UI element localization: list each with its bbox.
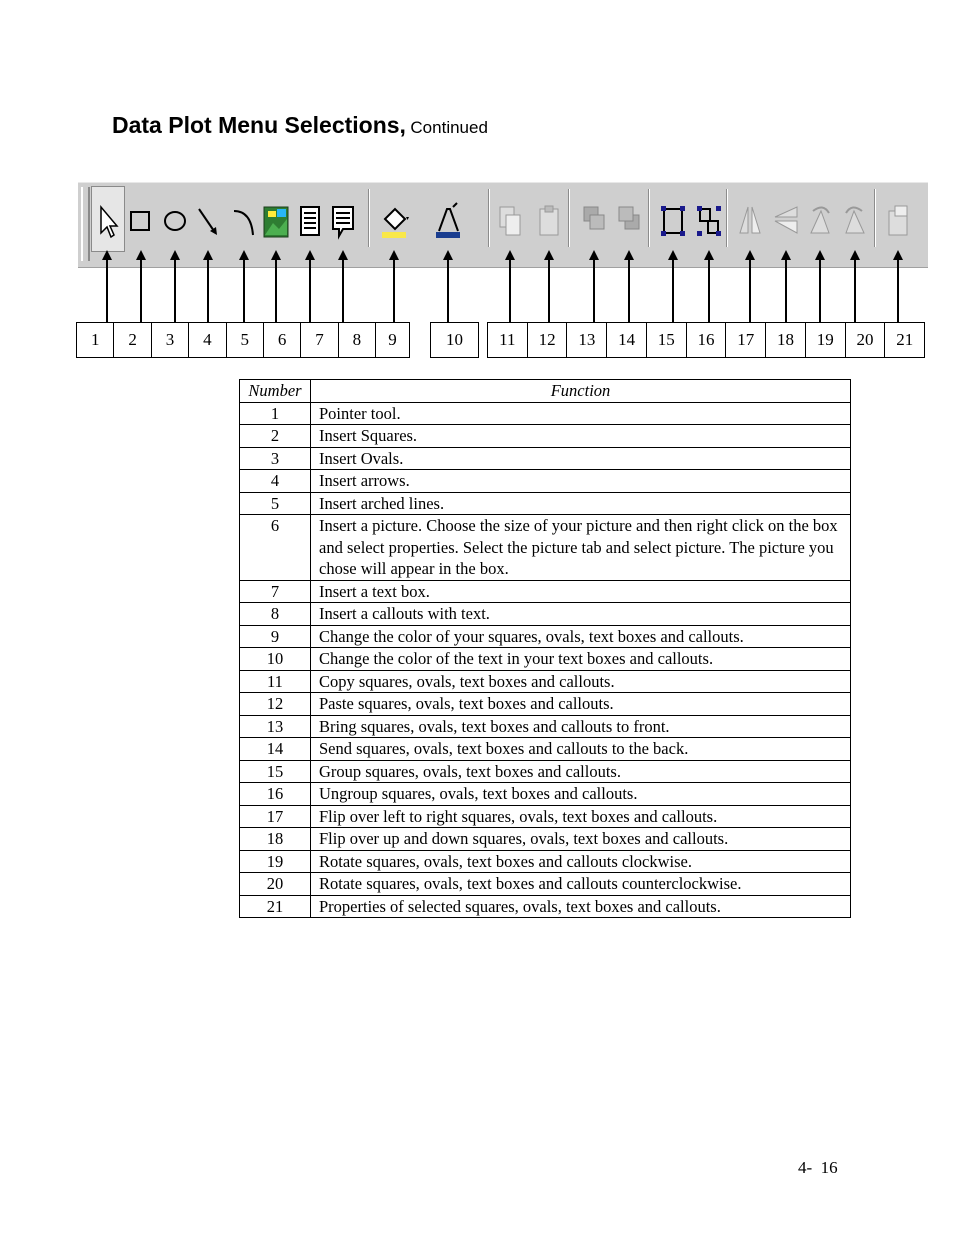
number-group-3: [430, 322, 479, 358]
arrow-shaft: [785, 259, 787, 322]
callout-arrow: [203, 250, 213, 322]
row-function: Insert arrows.: [311, 470, 851, 493]
callout-arrow: [589, 250, 599, 322]
table-row: [240, 402, 851, 425]
send-to-back-icon[interactable]: [614, 201, 644, 243]
number-group-1: [76, 322, 376, 358]
row-number: 17: [240, 805, 311, 828]
square-icon[interactable]: [126, 201, 156, 243]
number-label: 21: [896, 330, 914, 349]
callout-arrow: [239, 250, 249, 322]
table-row: [240, 580, 851, 603]
arrow-shaft: [628, 259, 630, 322]
number-label: 20: [846, 323, 886, 357]
arrow-shaft: [854, 259, 856, 322]
row-number: 1: [240, 402, 311, 425]
oval-icon[interactable]: [160, 201, 190, 243]
table-row: [240, 828, 851, 851]
callout-arrow: [338, 250, 348, 322]
ungroup-icon[interactable]: [694, 201, 724, 243]
number-label: 13: [567, 323, 607, 357]
row-function: Change the color of the text in your text boxes and callouts.: [311, 648, 851, 671]
number-label: 19: [806, 323, 846, 357]
page-subtitle: Continued: [410, 118, 488, 137]
function-table: [239, 379, 851, 918]
row-number: 10: [240, 648, 311, 671]
table-row: [240, 715, 851, 738]
row-function: Bring squares, ovals, text boxes and callouts to front.: [311, 715, 851, 738]
row-function: Insert a callouts with text.: [311, 603, 851, 626]
row-function: Group squares, ovals, text boxes and callouts.: [311, 760, 851, 783]
number-label: 5: [227, 323, 264, 357]
table-row: [240, 738, 851, 761]
row-function: Insert Squares.: [311, 425, 851, 448]
number-label: 9: [388, 330, 397, 349]
properties-icon[interactable]: [883, 201, 913, 243]
text-box-icon[interactable]: [295, 201, 325, 243]
row-number: 9: [240, 625, 311, 648]
table-row: [240, 447, 851, 470]
row-number: 20: [240, 873, 311, 896]
number-label: 18: [766, 323, 806, 357]
table-row: [240, 873, 851, 896]
number-label: 10: [446, 330, 463, 349]
table-row: [240, 648, 851, 671]
callout-arrow: [443, 250, 453, 322]
row-number: 5: [240, 492, 311, 515]
arrow-shaft: [106, 259, 108, 322]
callout-arrow: [102, 250, 112, 322]
rotate-counterclockwise-icon[interactable]: [840, 201, 870, 243]
number-group-4: [487, 322, 925, 358]
callout-arrow: [745, 250, 755, 322]
arrow-shaft: [548, 259, 550, 322]
callout-arrow: [271, 250, 281, 322]
arrow-line-icon[interactable]: [193, 201, 223, 243]
number-label: 11: [488, 323, 528, 357]
pointer-arrow-icon[interactable]: [92, 201, 122, 243]
arrow-shaft: [140, 259, 142, 322]
number-label: 17: [726, 323, 766, 357]
table-row: [240, 805, 851, 828]
number-label: 8: [352, 330, 362, 349]
arrow-shaft: [275, 259, 277, 322]
table-row: [240, 693, 851, 716]
table-header-row: [240, 380, 851, 403]
toolbar-separator: [368, 189, 370, 247]
text-color-icon[interactable]: [433, 201, 463, 243]
callout-arrow: [544, 250, 554, 322]
table-row: [240, 470, 851, 493]
row-number: 12: [240, 693, 311, 716]
row-function: Insert Ovals.: [311, 447, 851, 470]
fill-color-icon[interactable]: [379, 201, 409, 243]
callout-arrow: [704, 250, 714, 322]
row-function: Insert a picture. Choose the size of your picture and then right click on the box and select properties. Select the picture tab and select picture. The picture you chose will appear in the box.: [311, 515, 851, 581]
arrow-shaft: [509, 259, 511, 322]
number-label: 3: [152, 323, 189, 357]
row-number: 21: [240, 895, 311, 918]
number-label: 12: [528, 323, 568, 357]
copy-icon[interactable]: [495, 201, 525, 243]
callout-arrow: [136, 250, 146, 322]
row-function: Paste squares, ovals, text boxes and callouts.: [311, 693, 851, 716]
table-row: [240, 850, 851, 873]
row-function: Insert arched lines.: [311, 492, 851, 515]
number-label: 14: [607, 323, 647, 357]
callout-arrow: [624, 250, 634, 322]
arrow-shaft: [309, 259, 311, 322]
row-number: 3: [240, 447, 311, 470]
table-row: [240, 760, 851, 783]
callout-arrow: [505, 250, 515, 322]
toolbar-separator: [648, 189, 650, 247]
table-row: [240, 515, 851, 581]
row-function: Rotate squares, ovals, text boxes and callouts counterclockwise.: [311, 873, 851, 896]
row-function: Change the color of your squares, ovals, text boxes and callouts.: [311, 625, 851, 648]
arrow-shaft: [393, 259, 395, 322]
number-label: 2: [114, 323, 151, 357]
flip-vertical-icon[interactable]: [771, 201, 801, 243]
row-number: 15: [240, 760, 311, 783]
arched-line-icon[interactable]: [229, 201, 259, 243]
number-label: 16: [687, 323, 727, 357]
callout-arrow: [170, 250, 180, 322]
arrow-shaft: [672, 259, 674, 322]
row-number: 16: [240, 783, 311, 806]
arrow-shaft: [174, 259, 176, 322]
row-number: 6: [240, 515, 311, 581]
number-label: 1: [77, 323, 114, 357]
callout-arrow: [815, 250, 825, 322]
row-function: Flip over up and down squares, ovals, text boxes and callouts.: [311, 828, 851, 851]
row-number: 4: [240, 470, 311, 493]
row-number: 7: [240, 580, 311, 603]
arrow-shaft: [749, 259, 751, 322]
arrow-shaft: [243, 259, 245, 322]
row-function: Properties of selected squares, ovals, text boxes and callouts.: [311, 895, 851, 918]
callout-arrow: [781, 250, 791, 322]
row-number: 13: [240, 715, 311, 738]
arrow-shaft: [593, 259, 595, 322]
picture-icon[interactable]: [261, 201, 291, 243]
arrow-shaft: [897, 259, 899, 322]
row-function: Insert a text box.: [311, 580, 851, 603]
row-function: Copy squares, ovals, text boxes and callouts.: [311, 670, 851, 693]
arrow-shaft: [819, 259, 821, 322]
table-body: [240, 402, 851, 918]
arrow-shaft: [342, 259, 344, 322]
arrow-shaft: [708, 259, 710, 322]
number-label: 15: [647, 323, 687, 357]
table-row: [240, 670, 851, 693]
callout-arrow: [389, 250, 399, 322]
rotate-clockwise-icon[interactable]: [805, 201, 835, 243]
row-number: 18: [240, 828, 311, 851]
table-row: [240, 895, 851, 918]
number-column-header: Number: [240, 380, 311, 403]
page-title: Data Plot Menu Selections,: [112, 112, 406, 138]
row-function: Pointer tool.: [311, 402, 851, 425]
paste-icon[interactable]: [534, 201, 564, 243]
number-label: 6: [264, 323, 301, 357]
toolbar-separator: [488, 189, 490, 247]
table-row: [240, 603, 851, 626]
number-label: 7: [301, 323, 338, 357]
row-number: 19: [240, 850, 311, 873]
callout-arrow: [668, 250, 678, 322]
page-number: 4- 16: [798, 1158, 838, 1177]
row-number: 2: [240, 425, 311, 448]
table-row: [240, 783, 851, 806]
number-label: 4: [189, 323, 226, 357]
row-number: 14: [240, 738, 311, 761]
row-number: 11: [240, 670, 311, 693]
table-row: [240, 625, 851, 648]
number-group-2: [375, 322, 410, 358]
callout-arrow: [893, 250, 903, 322]
flip-horizontal-icon[interactable]: [735, 201, 765, 243]
row-function: Ungroup squares, ovals, text boxes and callouts.: [311, 783, 851, 806]
table-row: [240, 425, 851, 448]
toolbar-separator: [726, 189, 728, 247]
arrow-shaft: [207, 259, 209, 322]
arrow-shaft: [447, 259, 449, 322]
table-row: [240, 492, 851, 515]
callout-icon[interactable]: [328, 201, 358, 243]
bring-to-front-icon[interactable]: [579, 201, 609, 243]
group-icon[interactable]: [658, 201, 688, 243]
function-column-header: Function: [311, 380, 851, 403]
row-function: Flip over left to right squares, ovals, text boxes and callouts.: [311, 805, 851, 828]
callout-arrow: [305, 250, 315, 322]
row-number: 8: [240, 603, 311, 626]
row-function: Send squares, ovals, text boxes and callouts to the back.: [311, 738, 851, 761]
page-heading: [112, 112, 488, 139]
toolbar-separator: [874, 189, 876, 247]
row-function: Rotate squares, ovals, text boxes and callouts clockwise.: [311, 850, 851, 873]
toolbar-separator: [568, 189, 570, 247]
callout-arrow: [850, 250, 860, 322]
toolbar-grip[interactable]: [81, 187, 90, 261]
